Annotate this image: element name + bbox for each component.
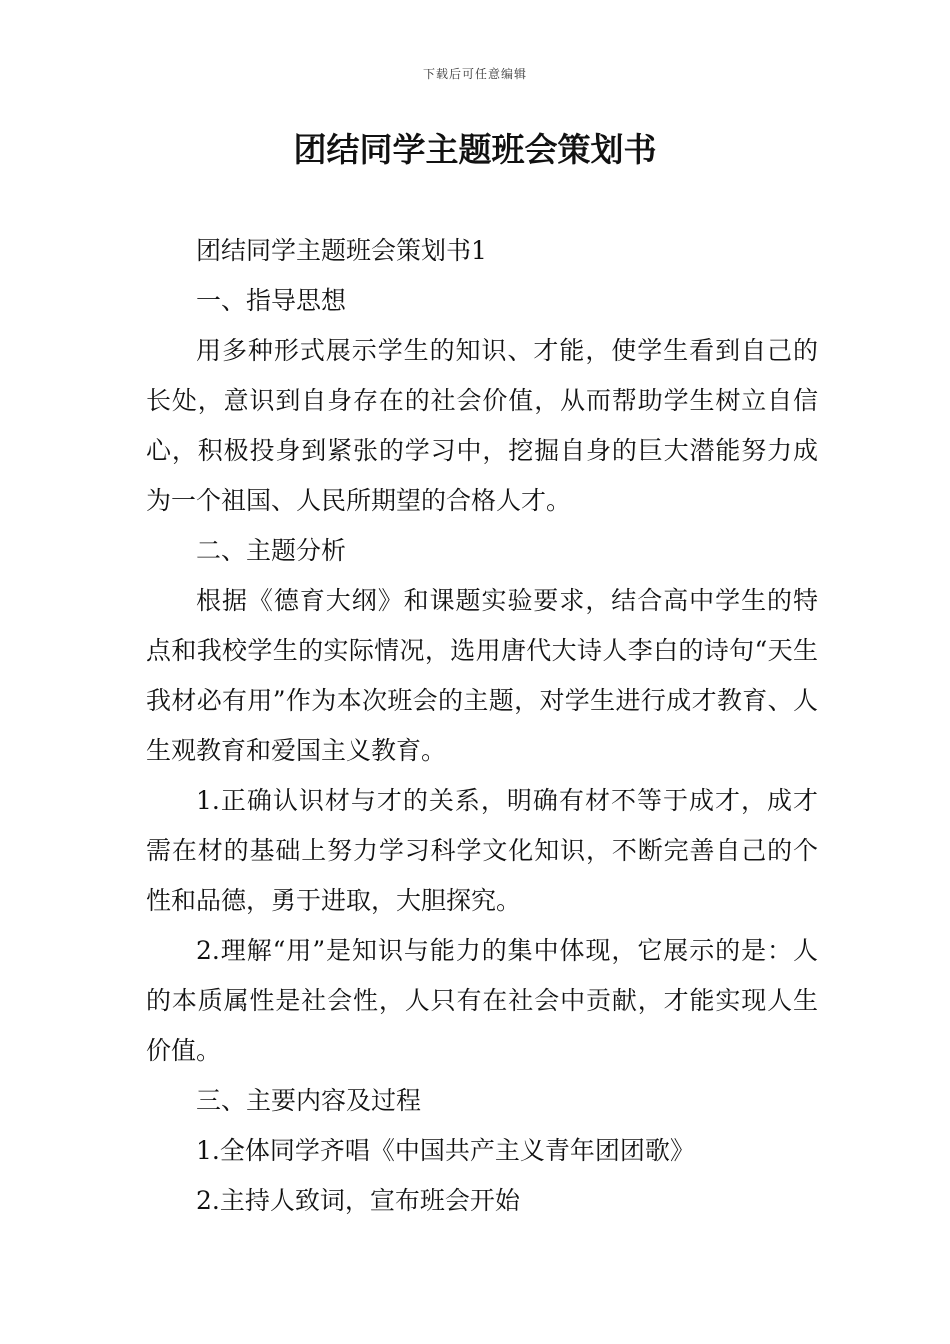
section-heading-theme-analysis: 二、主题分析 <box>196 536 347 565</box>
section-heading-main-content: 三、主要内容及过程 <box>196 1086 422 1115</box>
list-item-step-2: 2.主持人致词，宣布班会开始 <box>196 1186 520 1215</box>
list-item-step-1: 1.全体同学齐唱《中国共产主义青年团团歌》 <box>196 1136 695 1165</box>
paragraph-theme-analysis: 根据《德育大纲》和课题实验要求，结合高中学生的特点和我校学生的实际情况，选用唐代大诗人李白的诗句“天生我材必有用”作为本次班会的主题，对学生进行成才教育、人生观教育和爱国主义教育。 <box>146 586 818 765</box>
section-heading-guiding-thought: 一、指导思想 <box>196 286 347 315</box>
paragraph-point-2: 2.理解“用”是知识与能力的集中体现，它展示的是：人的本质属性是社会性，人只有在社会中贡献，才能实现人生价值。 <box>146 936 818 1065</box>
document-body <box>146 226 818 1226</box>
document-title: 团结同学主题班会策划书 <box>293 130 657 169</box>
paragraph-guiding-thought: 用多种形式展示学生的知识、才能，使学生看到自己的长处，意识到自身存在的社会价值，从而帮助学生树立自信心，积极投身到紧张的学习中，挖掘自身的巨大潜能努力成为一个祖国、人民所期望的合格人才。 <box>146 336 818 515</box>
paragraph-subtitle: 团结同学主题班会策划书1 <box>196 236 487 265</box>
paragraph-point-1: 1.正确认识材与才的关系，明确有材不等于成才，成才需在材的基础上努力学习科学文化知识，不断完善自己的个性和品德，勇于进取，大胆探究。 <box>146 786 818 915</box>
header-note: 下载后可任意编辑 <box>422 67 527 81</box>
